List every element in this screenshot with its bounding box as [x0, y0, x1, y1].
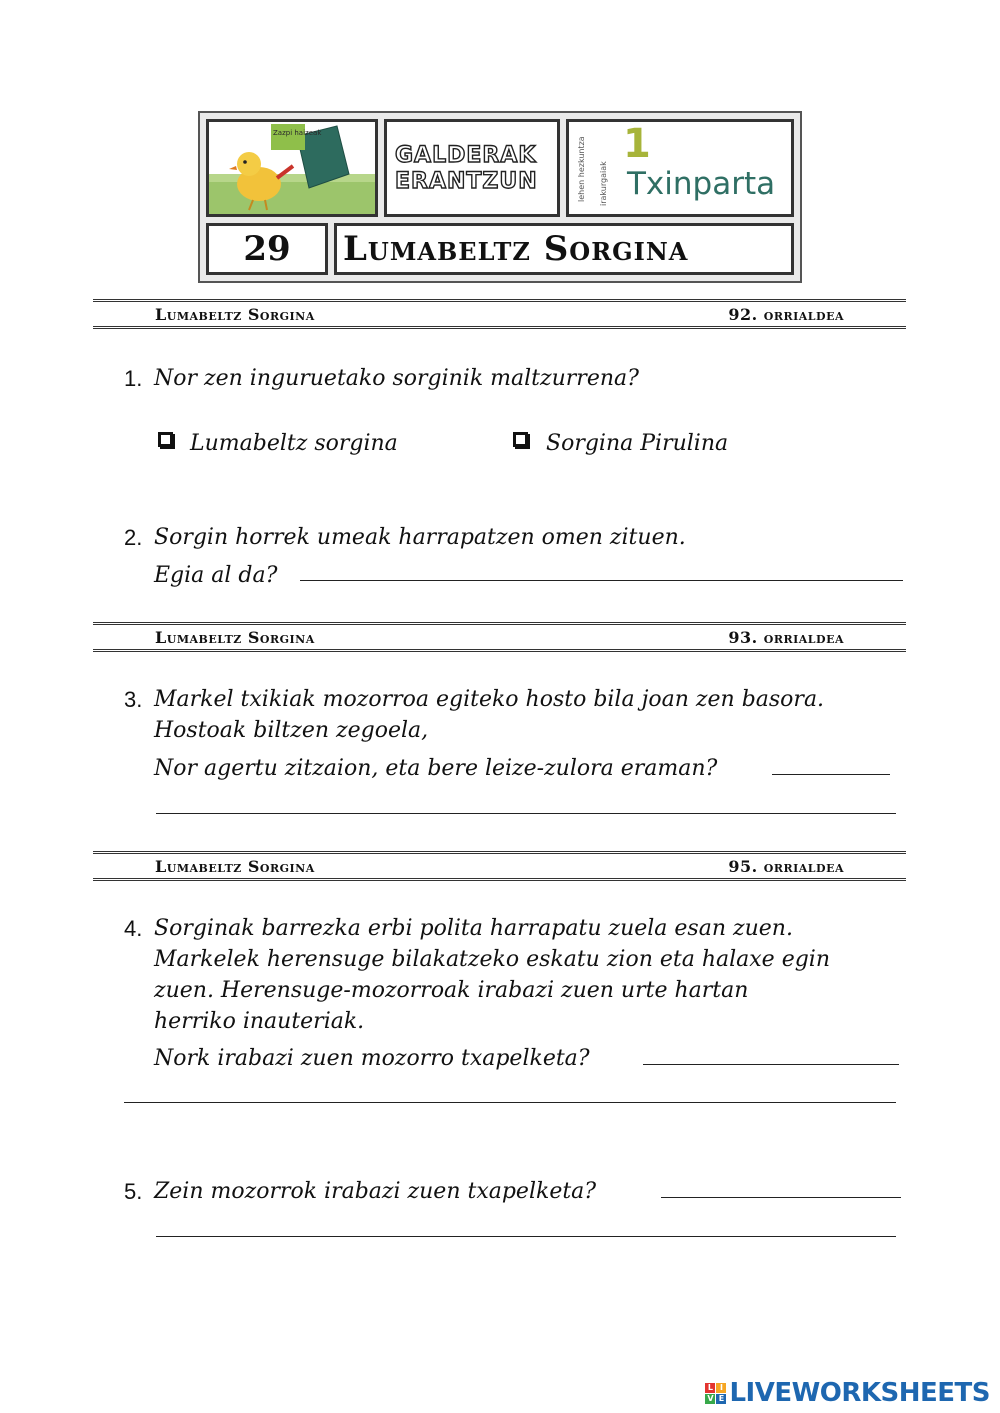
lesson-number: 29	[243, 229, 291, 269]
option-b-checkbox[interactable]	[513, 432, 528, 447]
question-1-text: Nor zen inguruetako sorginik maltzurrena?	[154, 366, 639, 391]
question-1-number: 1.	[124, 366, 143, 391]
option-a-checkbox[interactable]	[158, 432, 173, 447]
question-4-text-line-1: Sorginak barrezka erbi polita harrapatu zuela esan zuen.	[154, 916, 793, 941]
lesson-number-cell	[206, 223, 328, 275]
story-title-cell	[334, 223, 794, 275]
section-page: 95. orrialdea	[728, 857, 844, 876]
publisher-vertical-label-2: irakurgaiak	[599, 161, 608, 206]
questions-title-cell	[384, 119, 560, 217]
question-5-prompt: Zein mozorrok irabazi zuen txapelketa?	[154, 1179, 597, 1204]
option-b-label: Sorgina Pirulina	[546, 431, 729, 456]
title-line-1: GALDERAK	[395, 143, 537, 168]
story-title: Lumabeltz Sorgina	[343, 229, 689, 269]
question-3-text-line-1: Markel txikiak mozorroa egiteko hosto bila joan zen basora.	[154, 687, 825, 712]
question-4-text-line-4: herriko inauteriak.	[154, 1009, 365, 1034]
question-2-prompt: Egia al da?	[154, 563, 278, 588]
brand-text: LIVEWORKSHEETS	[729, 1378, 990, 1408]
header-box	[198, 111, 802, 283]
question-2-number: 2.	[124, 525, 143, 550]
section-title: Lumabeltz Sorgina	[155, 857, 315, 876]
answer-line-q5-b[interactable]	[156, 1236, 896, 1237]
question-3-number: 3.	[124, 687, 143, 712]
section-page: 93. orrialdea	[728, 628, 844, 647]
answer-line-q2[interactable]	[300, 580, 903, 581]
liveworksheets-brand[interactable]	[705, 1376, 990, 1410]
chick-kite-illustration	[209, 122, 375, 214]
section-title: Lumabeltz Sorgina	[155, 305, 315, 324]
title-line-2: ERANTZUN	[395, 169, 538, 194]
question-3-prompt: Nor agertu zitzaion, eta bere leize-zulora eraman?	[154, 756, 718, 781]
publisher-level-number: 1	[623, 121, 651, 167]
option-a-label: Lumabeltz sorgina	[190, 431, 398, 456]
section-header-3	[93, 851, 906, 881]
question-4-number: 4.	[124, 916, 143, 941]
question-4-text-line-2: Markelek herensuge bilakatzeko eskatu zion eta halaxe egin	[154, 947, 831, 972]
answer-line-q4-b[interactable]	[124, 1102, 896, 1103]
section-title: Lumabeltz Sorgina	[155, 628, 315, 647]
logo-cell	[206, 119, 378, 217]
section-page: 92. orrialdea	[728, 305, 844, 324]
publisher-vertical-label: lehen hezkuntza	[577, 136, 586, 202]
publisher-cell	[566, 119, 794, 217]
section-header-2	[93, 622, 906, 652]
answer-line-q5-a[interactable]	[661, 1197, 901, 1198]
answer-line-q4-a[interactable]	[643, 1064, 899, 1065]
section-header-1	[93, 299, 906, 329]
question-3-text-line-2: Hostoak biltzen zegoela,	[154, 718, 429, 743]
question-4-text-line-3: zuen. Herensuge-mozorroak irabazi zuen urte hartan	[154, 978, 749, 1003]
answer-line-q3-b[interactable]	[156, 813, 896, 814]
question-5-number: 5.	[124, 1179, 143, 1204]
answer-line-q3-a[interactable]	[772, 774, 890, 775]
question-2-text: Sorgin horrek umeak harrapatzen omen zituen.	[154, 525, 686, 550]
question-4-prompt: Nork irabazi zuen mozorro txapelketa?	[154, 1046, 590, 1071]
svg-text:Zazpi haizeak: Zazpi haizeak	[273, 129, 322, 137]
publisher-name: Txinparta	[627, 166, 776, 202]
liveworksheets-logo-icon: L I V E	[705, 1383, 726, 1404]
